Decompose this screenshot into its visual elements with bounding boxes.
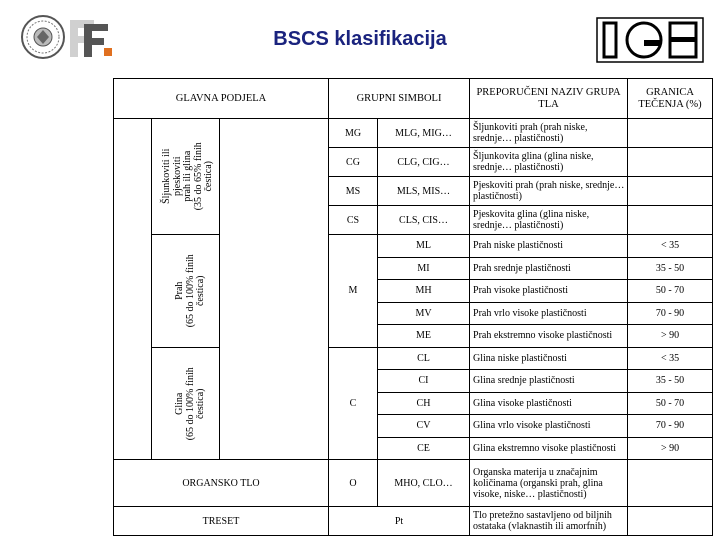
subgroup-symbol: MV <box>378 302 470 325</box>
liquid-limit <box>628 507 713 536</box>
soil-name: Glina srednje plastičnosti <box>470 370 628 393</box>
liquid-limit: > 90 <box>628 325 713 348</box>
soil-name: Prah niske plastičnosti <box>470 235 628 258</box>
liquid-limit: 35 - 50 <box>628 370 713 393</box>
liquid-limit <box>628 119 713 148</box>
soil-name: Pjeskoviti prah (prah niske, srednje… plastičnosti) <box>470 177 628 206</box>
organic-division: ORGANSKO TLO <box>114 460 329 507</box>
subgroup-symbol: CH <box>378 392 470 415</box>
group-letter-organic: O <box>329 460 378 507</box>
liquid-limit: 70 - 90 <box>628 415 713 438</box>
soil-name: Prah visoke plastičnosti <box>470 280 628 303</box>
soil-name: Pjeskovita glina (glina niske, srednje… plastičnosti) <box>470 206 628 235</box>
soil-name: Prah vrlo visoke plastičnosti <box>470 302 628 325</box>
soil-name: Organska materija u značajnim količinama (organski prah, glina visoke, niske… plastičnosti) <box>470 460 628 507</box>
soil-name: Prah srednje plastičnosti <box>470 257 628 280</box>
group-symbol: CG <box>329 148 378 177</box>
soil-name: Glina ekstremno visoke plastičnosti <box>470 437 628 460</box>
soil-name: Glina vrlo visoke plastičnosti <box>470 415 628 438</box>
group-letter-clay: C <box>329 347 378 460</box>
group-symbol: MS <box>329 177 378 206</box>
header-group-symbols: GRUPNI SIMBOLI <box>329 79 470 119</box>
soil-name: Tlo pretežno sastavljeno od biljnih ostataka (vlaknastih ili amorfnih) <box>470 507 628 536</box>
soil-name: Glina niske plastičnosti <box>470 347 628 370</box>
liquid-limit <box>628 460 713 507</box>
table-row <box>114 460 713 507</box>
liquid-limit: < 35 <box>628 235 713 258</box>
page-title: BSCS klasifikacija <box>273 28 447 50</box>
subgroup-symbols: MHO, CLO… <box>378 460 470 507</box>
table-row <box>114 235 713 258</box>
liquid-limit: 35 - 50 <box>628 257 713 280</box>
liquid-limit: < 35 <box>628 347 713 370</box>
soil-name: Šljunkovita glina (glina niske, srednje… plastičnosti) <box>470 148 628 177</box>
fine-soil-division <box>114 119 152 460</box>
table-row <box>114 347 713 370</box>
header-recommended-name: PREPORUČENI NAZIV GRUPA TLA <box>470 79 628 119</box>
subgroup-symbol: MH <box>378 280 470 303</box>
liquid-limit: 50 - 70 <box>628 392 713 415</box>
soil-name: Prah ekstremno visoke plastičnosti <box>470 325 628 348</box>
liquid-limit <box>628 206 713 235</box>
header-row <box>114 79 713 119</box>
liquid-limit: 70 - 90 <box>628 302 713 325</box>
subgroup-symbol: CE <box>378 437 470 460</box>
subgroup-symbol: CI <box>378 370 470 393</box>
bscs-classification-table <box>113 78 713 536</box>
silt-division: Prah (65 do 100% finih čestica) <box>152 235 220 348</box>
subgroup-symbols: CLS, CIS… <box>378 206 470 235</box>
liquid-limit: 50 - 70 <box>628 280 713 303</box>
header-liquid-limit: GRANICA TEČENJA (%) <box>628 79 713 119</box>
subgroup-symbols: MLG, MIG… <box>378 119 470 148</box>
clay-division: Glina (65 do 100% finih čestica) <box>152 347 220 460</box>
subgroup-symbol: ML <box>378 235 470 258</box>
liquid-limit: > 90 <box>628 437 713 460</box>
subgroup-symbols: MLS, MIS… <box>378 177 470 206</box>
subgroup-symbol: ME <box>378 325 470 348</box>
table-row <box>114 507 713 536</box>
subgroup-symbols: CLG, CIG… <box>378 148 470 177</box>
liquid-limit <box>628 148 713 177</box>
group-letter-silt: M <box>329 235 378 348</box>
group-symbol: MG <box>329 119 378 148</box>
header-main-division: GLAVNA PODJELA <box>114 79 329 119</box>
group-symbol: CS <box>329 206 378 235</box>
liquid-limit <box>628 177 713 206</box>
subgroup-symbol: MI <box>378 257 470 280</box>
table-row <box>114 119 713 148</box>
gravelly-sandy-division: Šljunkoviti ili pjeskoviti prah ili glina (35 do 65% finih čestica) <box>152 119 220 235</box>
soil-name: Glina visoke plastičnosti <box>470 392 628 415</box>
subgroup-symbol: CL <box>378 347 470 370</box>
subgroup-symbol: CV <box>378 415 470 438</box>
peat-division: TRESET <box>114 507 329 536</box>
soil-name: Šljunkoviti prah (prah niske, srednje… plastičnosti) <box>470 119 628 148</box>
peat-symbol: Pt <box>329 507 470 536</box>
